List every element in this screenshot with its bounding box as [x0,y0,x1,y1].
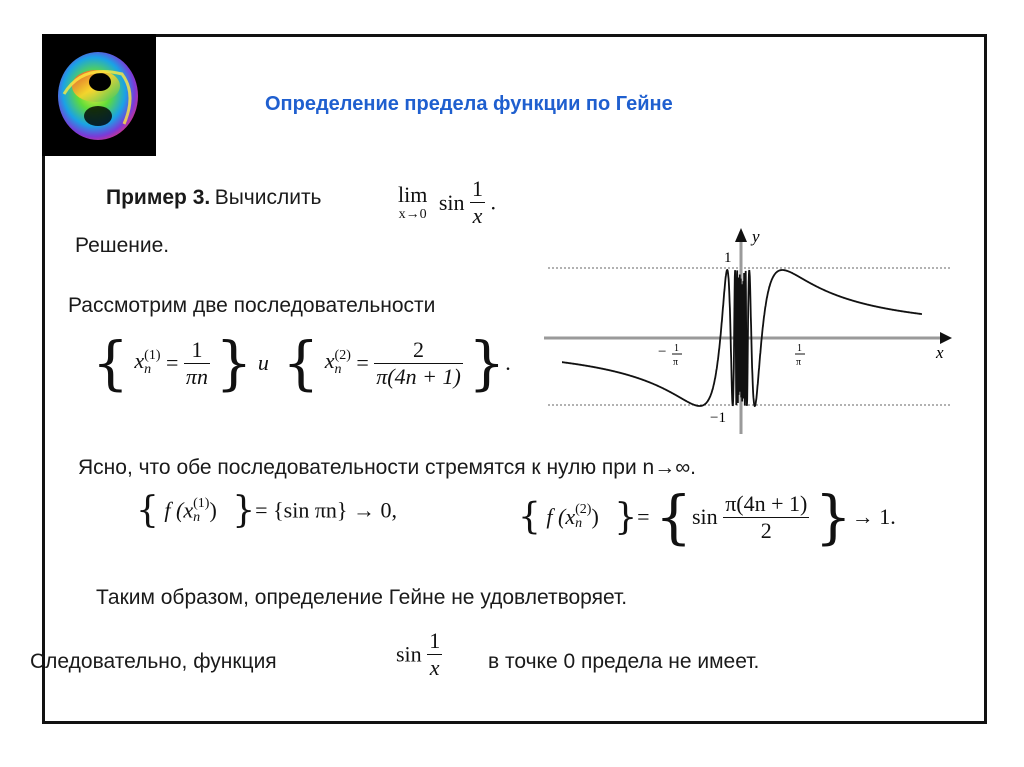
f-formula-1 [136,490,397,531]
x1-sub: n [144,362,152,377]
f1-sub: n [193,509,201,525]
example-line [106,186,322,210]
x1-base: x [134,348,145,374]
brace-close-2: } [468,329,506,397]
x2-sub: n [334,362,342,377]
f2-big-brace-close: } [814,483,852,551]
f2-brace-close: } [614,496,638,538]
fraction-numerator: 1 [472,176,484,201]
f1-lhs: f (x [164,497,194,523]
f2-equals: = [637,504,650,529]
example-formula [398,176,496,236]
formula-period: . [490,189,497,215]
f2-sub: n [575,516,583,531]
lim-word: lim [398,181,428,207]
tick-one: 1 [724,250,732,266]
brace-open: { [92,329,129,397]
f2-numerator: π(4n + 1) [725,490,808,516]
brace-open-2: { [282,329,320,397]
y-axis-label: y [752,227,760,246]
sin-1-over-x-graph [540,220,960,440]
torus-logo-icon [42,34,156,156]
f2-close-paren: ) [591,504,599,529]
final-left-text: Следовательно, функция [30,650,277,673]
equals-2: = [356,350,369,375]
f2-fraction [723,491,809,544]
tick-neg-pi-num: 1 [674,343,679,354]
seq2-numerator: 2 [413,336,425,362]
tick-pos-pi-num: 1 [797,343,802,354]
y-axis-arrow-icon [735,228,747,242]
lim-subscript: x→0 [398,206,427,222]
f2-sup: (2) [575,502,592,517]
sin-word: sin [438,189,465,215]
x2-base: x [324,348,335,374]
limit-text: Ясно, что обе последовательности стремятся к нулю при n→∞. [78,456,697,479]
sequences-text: Рассмотрим две последовательности [68,294,436,317]
conjunction: и [257,350,269,375]
x-axis-label: x [936,343,944,362]
example-fraction [470,176,485,229]
f-formula-2 [518,483,896,551]
f1-rhs: = {sin πn} → 0, [255,497,397,523]
seq2-denominator: π(4n + 1) [376,363,461,389]
seq2-fraction [374,337,463,390]
equals-1: = [166,350,179,375]
final-formula [396,628,442,681]
seq1-fraction [184,337,210,390]
conclusion-text: Таким образом, определение Гейне не удовлетворяет. [96,586,628,609]
example-verb: Вычислить [214,186,322,209]
seq1-numerator: 1 [191,336,203,362]
f2-brace-open: { [518,496,541,538]
f2-sin: sin [692,504,718,529]
f1-sup: (1) [193,495,210,511]
f2-lhs: f (x [546,504,576,529]
brace-close: } [215,329,253,397]
f2-tail: → 1. [851,504,896,529]
seq1-denominator: πn [185,363,208,389]
sequences-formula [92,329,511,397]
tick-neg-pi-den: π [673,357,679,368]
logo [42,34,156,156]
final-numerator: 1 [429,628,441,653]
f1-brace-close: } [232,490,256,531]
x2-sup: (2) [334,348,351,363]
x1-sup: (1) [144,348,161,363]
seq-period: . [505,350,511,375]
tick-minus-one: −1 [710,410,726,426]
f2-big-brace-open: { [655,483,692,551]
tick-minus-sign: − [658,344,667,360]
fraction-denominator: x [470,202,485,229]
final-fraction [427,628,442,681]
f1-close-paren: ) [209,497,217,523]
f1-brace-open: { [136,490,159,531]
final-denominator: x [427,654,442,681]
final-right-text: в точке 0 предела не имеет. [488,650,760,673]
final-sin: sin [396,641,422,667]
page-title: Определение предела функции по Гейне [265,93,673,115]
tick-pos-pi-den: π [796,357,802,368]
f2-denominator: 2 [723,517,809,544]
example-label: Пример 3. [106,186,211,209]
solution-label: Решение. [75,234,170,257]
